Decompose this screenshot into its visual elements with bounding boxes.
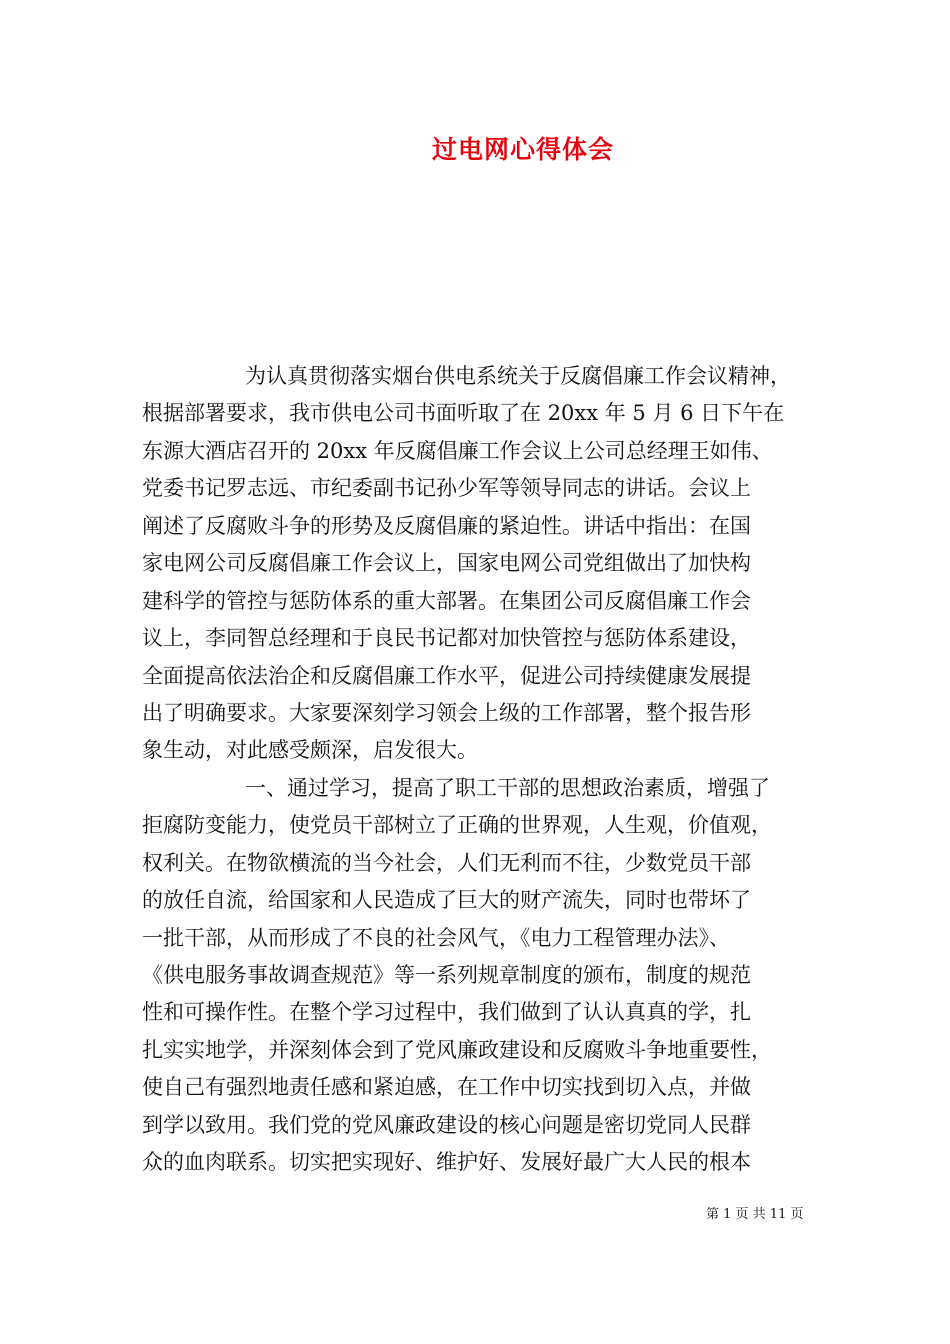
paragraph-line: 根据部署要求，我市供电公司书面听取了在 20xx 年 5 月 6 日下午在: [142, 401, 785, 426]
paragraph-line: 到学以致用。我们党的党风廉政建设的核心问题是密切党同人民群: [142, 1112, 751, 1137]
paragraph-line: 众的血肉联系。切实把实现好、维护好、发展好最广大人民的根本: [142, 1150, 751, 1175]
paragraph-line: 的放任自流，给国家和人民造成了巨大的财产流失，同时也带坏了: [142, 888, 751, 913]
paragraph-line: 象生动，对此感受颇深，启发很大。: [142, 738, 478, 763]
paragraph-line: 权利关。在物欲横流的当今社会，人们无利而不往，少数党员干部: [142, 850, 751, 875]
paragraph-line: 《供电服务事故调查规范》等一系列规章制度的颁布，制度的规范: [142, 963, 751, 987]
paragraph-line: 扎实实地学，并深刻体会到了党风廉政建设和反腐败斗争地重要性，: [142, 1037, 772, 1062]
paragraph-line: 为认真贯彻落实烟台供电系统关于反腐倡廉工作会议精神，: [245, 364, 791, 388]
paragraph-line: 性和可操作性。在整个学习过程中，我们做到了认认真真的学，扎: [142, 1000, 751, 1025]
paragraph-line: 出了明确要求。大家要深刻学习领会上级的工作部署，整个报告形: [142, 700, 751, 725]
page-number: 第 1 页 共 11 页: [706, 1207, 804, 1222]
paragraph-line: 拒腐防变能力，使党员干部树立了正确的世界观，人生观，价值观，: [142, 813, 772, 838]
document-body: [142, 358, 822, 1182]
paragraph-line: 一批干部，从而形成了不良的社会风气，《电力工程管理办法》、: [142, 925, 730, 950]
paragraph-line: 建科学的管控与惩防体系的重大部署。在集团公司反腐倡廉工作会: [142, 588, 751, 613]
paragraph-line: 党委书记罗志远、市纪委副书记孙少军等领导同志的讲话。会议上: [142, 476, 751, 501]
paragraph-line: 议上，李同智总经理和于良民书记都对加快管控与惩防体系建设，: [142, 626, 751, 651]
paragraph-line: 东源大酒店召开的 20xx 年反腐倡廉工作会议上公司总经理王如伟、: [142, 438, 773, 463]
paragraph-line: 阐述了反腐败斗争的形势及反腐倡廉的紧迫性。讲话中指出：在国: [142, 513, 751, 538]
paragraph-line: 家电网公司反腐倡廉工作会议上，国家电网公司党组做出了加快构: [142, 551, 751, 576]
paragraph-line: 一、通过学习，提高了职工干部的思想政治素质，增强了: [245, 775, 770, 800]
paragraph-line: 全面提高依法治企和反腐倡廉工作水平，促进公司持续健康发展提: [142, 663, 751, 688]
paragraph-line: 使自己有强烈地责任感和紧迫感，在工作中切实找到切入点，并做: [142, 1075, 751, 1100]
document-title: 过电网心得体会: [431, 135, 614, 164]
